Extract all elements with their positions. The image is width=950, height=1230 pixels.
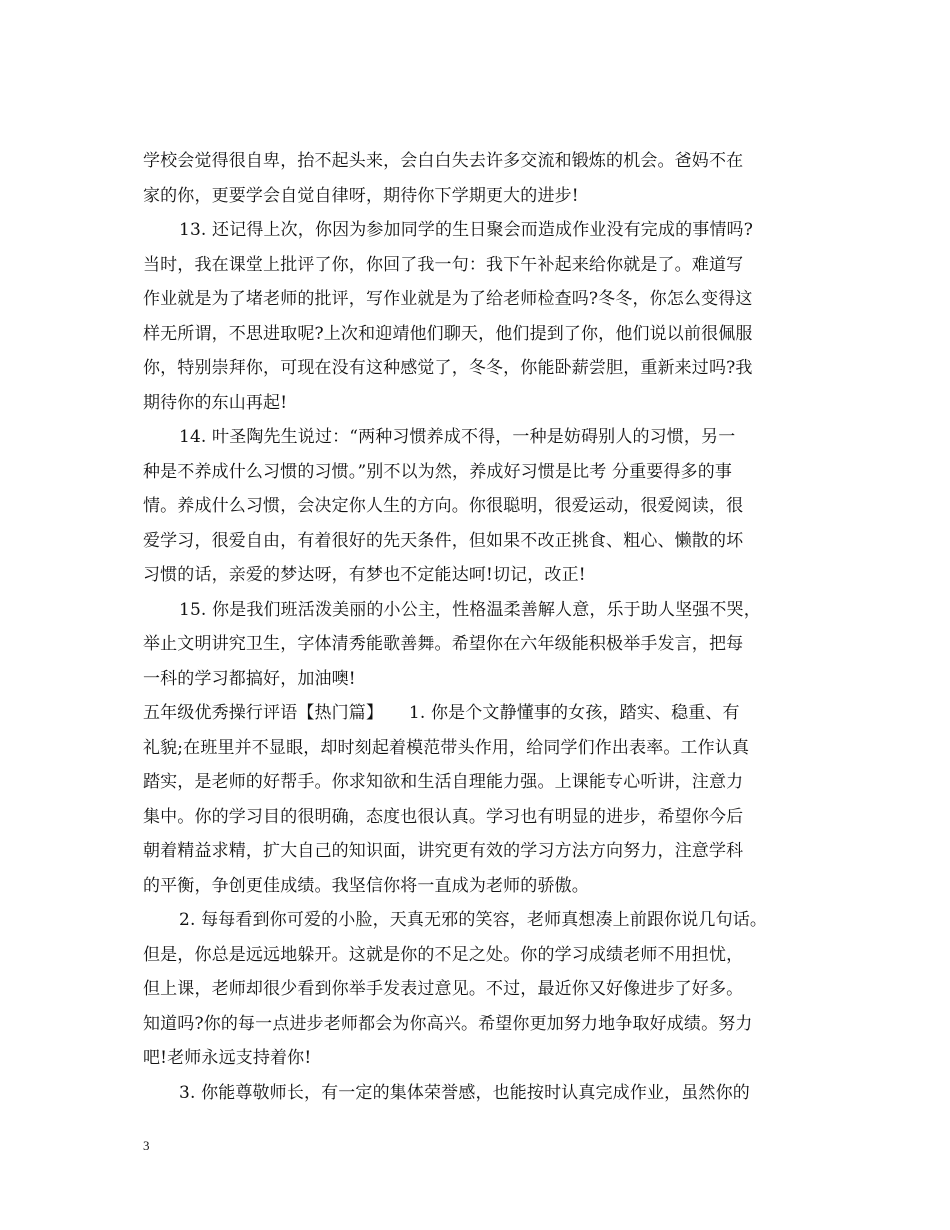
text-line: 的平衡，争创更佳成绩。我坚信你将一直成为老师的骄傲。 (143, 875, 589, 896)
text-line: 习惯的话，亲爱的梦达呀，有梦也不定能达呵!切记，改正! (143, 565, 586, 585)
text-line: 爱学习，很爱自由，有着很好的先天条件，但如果不改正挑食、粗心、懒散的坏 (143, 530, 744, 551)
text-line: 13. 还记得上次，你因为参加同学的生日聚会而造成作业没有完成的事情吗? (179, 220, 753, 240)
section-heading-line: 五年级优秀操行评语【热门篇】 1. 你是个文静懂事的女孩，踏实、稳重、有 (143, 703, 740, 723)
text-line: 吧!老师永远支持着你! (143, 1048, 312, 1068)
text-line: 举止文明讲究卫生，字体清秀能歌善舞。希望你在六年级能积极举手发言，把每 (143, 634, 744, 654)
text-line: 一科的学习都搞好，加油噢! (143, 668, 356, 689)
text-line: 但是，你总是远远地躲开。这就是你的不足之处。你的学习成绩老师不用担忧， (143, 944, 744, 965)
text-line: 学校会觉得很自卑，抬不起头来，会白白失去许多交流和锻炼的机会。爸妈不在 (143, 151, 744, 171)
page-content (143, 144, 815, 1110)
text-line: 家的你，更要学会自觉自律呀，期待你下学期更大的进步! (143, 185, 579, 206)
text-line: 3. 你能尊敬师长，有一定的集体荣誉感，也能按时认真完成作业，虽然你的 (179, 1082, 750, 1103)
text-line: 作业就是为了堵老师的批评，写作业就是为了给老师检查吗?冬冬，你怎么变得这 (143, 289, 753, 309)
text-line: 朝着精益求精，扩大自己的知识面，讲究更有效的学习方法方向努力，注意学科 (143, 841, 744, 861)
text-line: 当时，我在课堂上批评了你，你回了我一句：我下午补起来给你就是了。难道写 (143, 254, 744, 275)
text-line: 礼貌;在班里并不显眼，却时刻起着模范带头作用，给同学们作出表率。工作认真 (143, 737, 750, 758)
text-line: 但上课，老师却很少看到你举手发表过意见。不过，最近你又好像进步了好多。 (143, 979, 744, 999)
page-number: 3 (143, 1138, 150, 1153)
text-line: 15. 你是我们班活泼美丽的小公主，性格温柔善解人意，乐于助人坚强不哭， (179, 599, 761, 620)
text-line: 14. 叶圣陶先生说过：“两种习惯养成不得，一种是妨碍别人的习惯，另一 (179, 427, 736, 447)
text-line: 集中。你的学习目的很明确，态度也很认真。学习也有明显的进步，希望你今后 (143, 806, 744, 827)
text-line: 踏实，是老师的好帮手。你求知欲和生活自理能力强。上课能专心听讲，注意力 (143, 772, 744, 792)
text-line: 知道吗?你的每一点进步老师都会为你高兴。希望你更加努力地争取好成绩。努力 (143, 1013, 753, 1034)
text-line: 情。养成什么习惯，会决定你人生的方向。你很聪明，很爱运动，很爱阅读，很 (143, 496, 744, 516)
text-line: 种是不养成什么习惯的习惯。”别不以为然，养成好习惯是比考 分重要得多的事 (143, 461, 732, 482)
text-line: 样无所谓，不思进取呢?上次和迎靖他们聊天，他们提到了你，他们说以前很佩服 (143, 323, 753, 344)
text-line: 期待你的东山再起! (143, 392, 288, 413)
text-line: 你，特别崇拜你，可现在没有这种感觉了，冬冬，你能卧薪尝胆，重新来过吗?我 (143, 358, 753, 378)
text-line: 2. 每每看到你可爱的小脸，天真无邪的笑容，老师真想凑上前跟你说几句话。 (179, 910, 768, 930)
